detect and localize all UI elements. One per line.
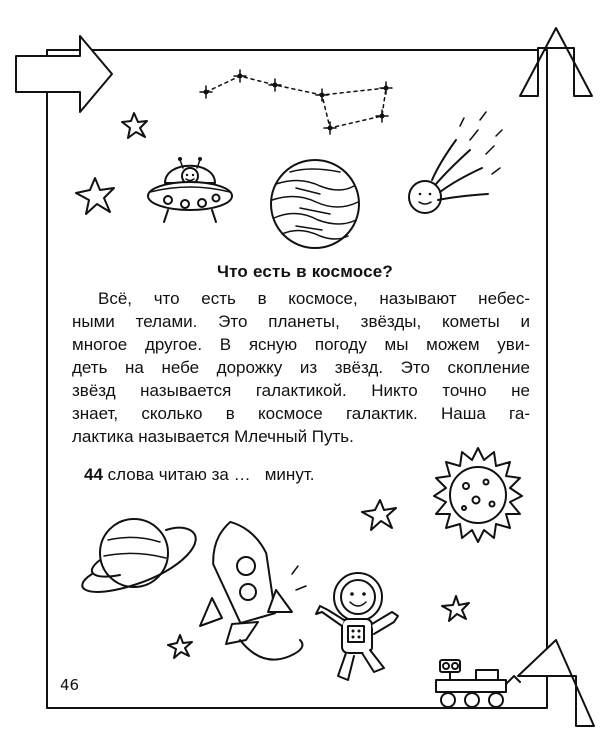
comet-icon — [409, 112, 502, 213]
rocket-icon — [200, 515, 306, 660]
reading-speed-line — [84, 465, 314, 485]
arrow-up-icon-top-right — [520, 28, 592, 96]
ufo-icon — [148, 157, 232, 222]
arrow-right-icon-top-left — [16, 36, 112, 112]
planet-icon — [271, 160, 359, 248]
saturn-icon — [82, 519, 195, 592]
sun-icon — [434, 448, 522, 542]
astronaut-icon — [316, 573, 398, 680]
paragraph-line: лактика называется Млечный Путь. — [72, 427, 354, 446]
star-icon — [168, 635, 192, 658]
star-icon — [442, 596, 469, 621]
word-count-number: 44 — [84, 465, 103, 484]
reading-paragraph — [72, 287, 530, 448]
star-icon — [76, 178, 114, 214]
rover-icon — [436, 660, 520, 707]
paragraph-line: ными телами. Это планеты, звёзды, кометы и — [72, 312, 530, 331]
paragraph-line: звёзд называется галактикой. Никто точно не — [72, 381, 530, 400]
arrow-up-icon-bottom-right — [518, 640, 594, 726]
page-number: 46 — [60, 676, 80, 694]
page-title: Что есть в космосе? — [216, 262, 394, 281]
paragraph-line: деть на небе дорожку из звёзд. Это скопление — [72, 358, 530, 377]
paragraph-line: многое другое. В ясную погоду мы можем уви- — [72, 335, 530, 354]
paragraph-line: знает, сколько в космосе галактик. Наша га- — [72, 404, 530, 423]
star-icon — [122, 113, 147, 138]
star-icon — [362, 500, 396, 530]
word-count-text: слова читаю за … минут. — [102, 465, 315, 484]
constellation-icon — [200, 70, 392, 134]
paragraph-line: Всё, что есть в космосе, называют небес- — [98, 289, 530, 308]
